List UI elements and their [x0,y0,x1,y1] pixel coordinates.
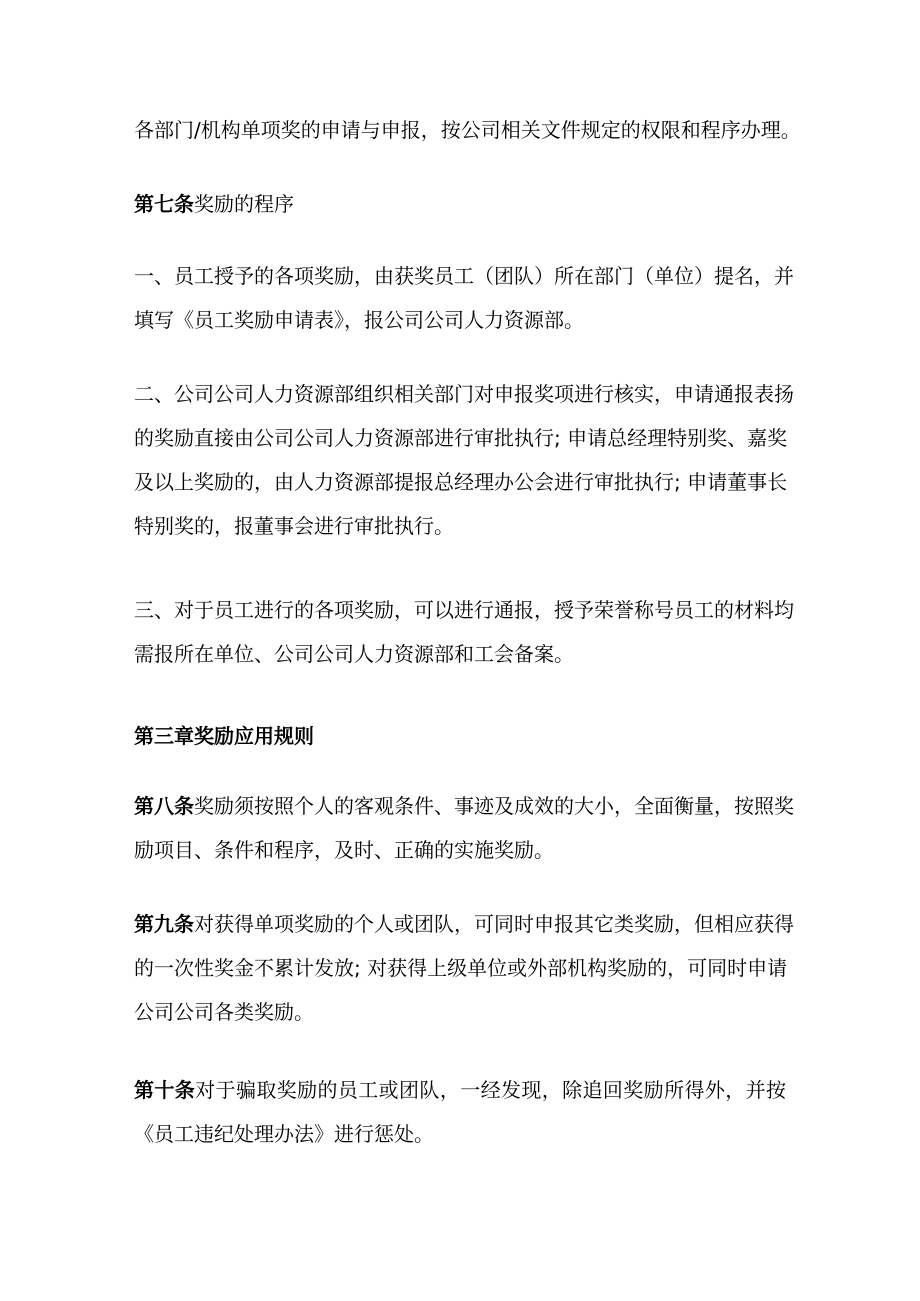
article-8-line-2: 励项目、条件和程序，及时、正确的实施奖励。 [134,838,554,862]
intro-line-1: 各部门/机构单项奖的申请与申报，按公司相关文件规定的权限和程序办理。 [134,118,801,142]
item-2-paragraph [134,372,794,548]
item-3-line-1: 三、对于员工进行的各项奖励，可以进行通报，授予荣誉称号员工的材料均 [134,598,794,622]
article-9-text-1: 对获得单项奖励的个人或团队，可同时申报其它类奖励，但相应获得 [194,912,794,936]
article-10-line-1 [134,1068,786,1112]
item-1-line-1: 一、员工授予的各项奖励，由获奖员工（团队）所在部门（单位）提名，并 [134,264,794,288]
item-2-line-1: 二、公司公司人力资源部组织相关部门对申报奖项进行核实，申请通报表扬 [134,382,794,406]
article-7-heading [134,182,294,226]
article-10-paragraph [134,1068,794,1156]
chapter-3-heading: 第三章奖励应用规则 [134,724,314,748]
article-9-line-3: 公司公司各类奖励。 [134,1000,314,1024]
article-9-line-1 [134,902,794,946]
item-2-line-2: 的奖励直接由公司公司人力资源部进行审批执行; 申请总经理特别奖、嘉奖 [134,426,788,450]
article-8-text-1: 奖励须按照个人的客观条件、事迹及成效的大小，全面衡量，按照奖 [194,794,794,818]
item-2-line-3: 及以上奖励的，由人力资源部提报总经理办公会进行审批执行; 申请董事长 [134,470,788,494]
article-10-label: 第十条 [134,1078,196,1102]
article-9-label: 第九条 [134,912,194,936]
item-2-line-4: 特别奖的，报董事会进行审批执行。 [134,514,454,538]
article-10-text-1: 对于骗取奖励的员工或团队，一经发现，除追回奖励所得外，并按 [195,1078,787,1102]
item-1-paragraph [134,254,794,342]
intro-paragraph [134,108,801,152]
article-8-label: 第八条 [134,794,194,818]
item-1-line-2: 填写《员工奖励申请表》，报公司公司人力资源部。 [134,308,584,332]
article-8-line-1 [134,784,794,828]
article-9-line-2: 的一次性奖金不累计发放; 对获得上级单位或外部机构奖励的，可同时申请 [134,956,788,980]
item-3-line-2: 需报所在单位、公司公司人力资源部和工会备案。 [134,642,574,666]
article-7-label: 第七条 [134,192,194,216]
article-8-paragraph [134,784,794,872]
article-10-line-2: 《员工违纪处理办法》进行惩处。 [134,1122,434,1146]
article-7-title: 奖励的程序 [194,192,294,216]
article-9-paragraph [134,902,794,1034]
item-3-paragraph [134,588,794,676]
